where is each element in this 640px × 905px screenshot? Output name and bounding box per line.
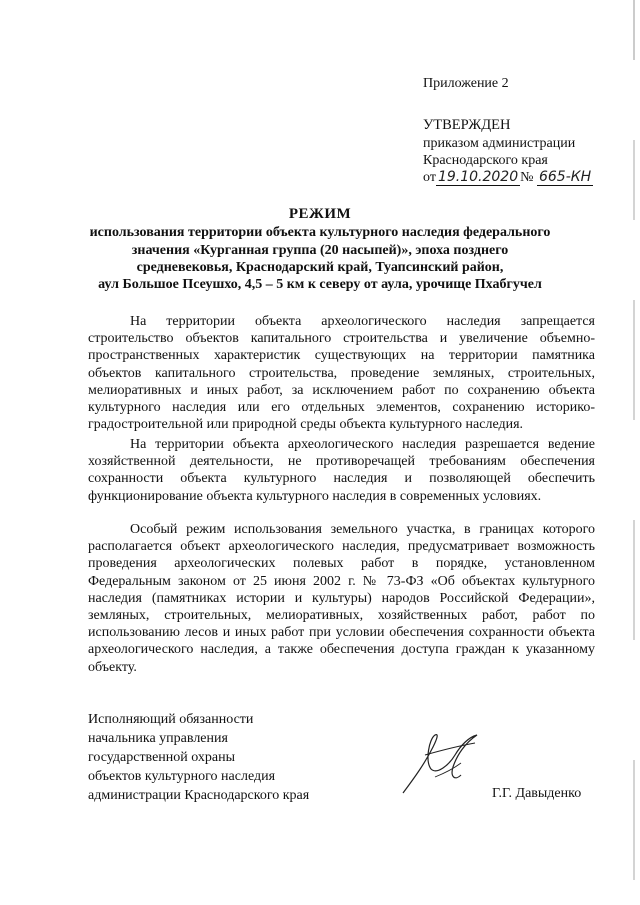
signatory-name: Г.Г. Давыденко xyxy=(492,786,582,801)
date-prefix: от xyxy=(423,170,436,185)
document-heading: РЕЖИМ xyxy=(288,206,352,222)
title-line-1: использования территории объекта культурного наследия федерального xyxy=(89,225,551,240)
signatory-line: начальника управления xyxy=(88,731,228,746)
region-line: Краснодарского края xyxy=(423,153,548,168)
signatory-line: администрации Краснодарского края xyxy=(88,788,310,803)
handwritten-number: 665-КН xyxy=(538,169,592,185)
signatory-line: государственной охраны xyxy=(88,750,236,765)
order-line: приказом администрации xyxy=(423,136,576,151)
paragraph-2: На территории объекта археологического наследия разрешается ведение хозяйственной деятельности, не противоречащей требованиям обеспечения сохранности объекта культурного наследия и позволяющей обеспечить функционирование объекта культурного наследия в современных условиях. xyxy=(88,437,595,504)
appendix-label: Приложение 2 xyxy=(423,76,509,91)
title-line-2: значения «Курганная группа (20 насыпей)», эпоха позднего xyxy=(131,243,509,258)
title-line-4: аул Большое Псеушхо, 4,5 – 5 км к северу от аула, урочище Пхабгучел xyxy=(98,277,542,292)
title-line-3: средневековья, Краснодарский край, Туапсинский район, xyxy=(136,260,504,275)
scan-edge-marks xyxy=(631,0,637,905)
handwritten-signature xyxy=(395,725,490,800)
paragraph-1: На территории объекта археологического наследия запрещается строительство объектов капитального строительства и увеличение объемно-пространственных характеристик существующих на территории памятника объектов капитального строительства, проведение земляных, строительных, мелиоративных и иных работ, за исключением работ по сохранению объекта культурного наследия или его отдельных элементов, сохранению историко-градостроительной или природной среды объекта культурного наследия. xyxy=(88,314,595,433)
approved-label: УТВЕРЖДЕН xyxy=(423,117,511,133)
handwritten-date: 19.10.2020 xyxy=(437,169,519,185)
approval-date-row xyxy=(423,169,593,186)
signatory-line: объектов культурного наследия xyxy=(88,769,276,784)
signatory-line: Исполняющий обязанности xyxy=(88,712,254,727)
signatory-title xyxy=(88,710,309,805)
paragraph-3: Особый режим использования земельного участка, в границах которого располагается объект археологического наследия, предусматривает возможность проведения археологических полевых работ в порядке, установленном Федеральным законом от 25 июня 2002 г. № 73-ФЗ «Об объектах культурного наследия (памятниках истории и культуры) народов Российской Федерации», земляных, строительных, мелиоративных, хозяйственных работ, работ по использованию лесов и иных работ при условии обеспечения сохранности объекта археологического наследия, а также обеспечения доступа граждан к указанному объекту. xyxy=(88,522,595,675)
number-prefix: № xyxy=(520,170,534,185)
